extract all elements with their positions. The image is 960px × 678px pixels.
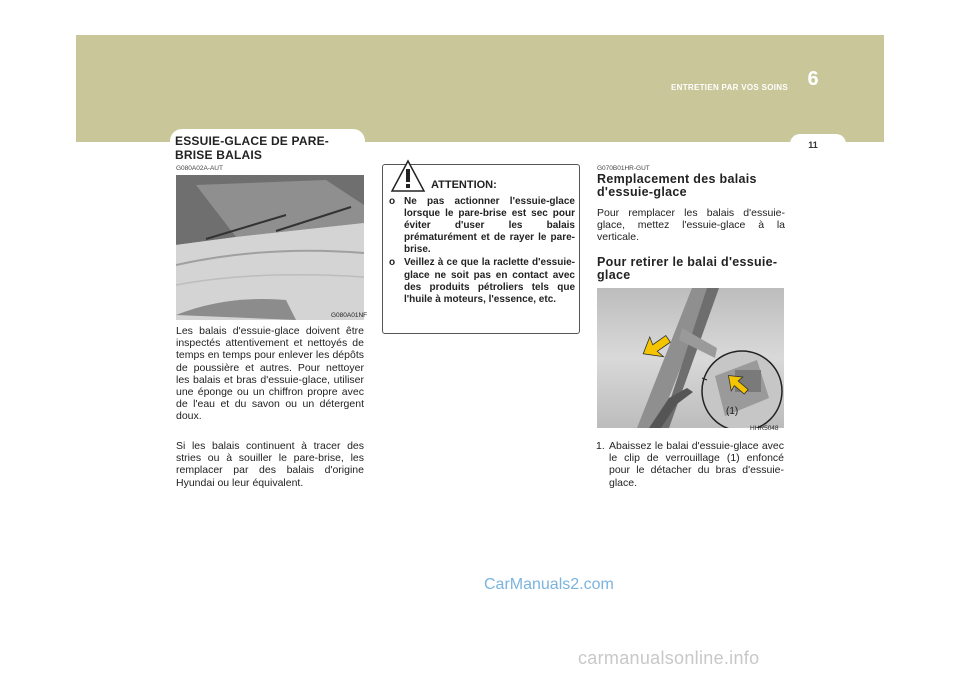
warning-title: ATTENTION:	[431, 179, 497, 191]
wiper-blade-illustration	[597, 288, 784, 428]
warning-box	[382, 164, 580, 334]
diagram-label: HHR5048	[750, 425, 779, 432]
step-item	[596, 440, 784, 489]
step-number: 1.	[596, 440, 605, 452]
page-number: 11	[808, 140, 818, 150]
warning-item: o Veillez à ce que la raclette d'essuie-glace ne soit pas en contact avec des produits pétroliers tels que l'huile à moteurs, l'essence, etc.	[389, 257, 575, 305]
replace-blades-heading: Remplacement des balais d'essuie-glace	[597, 172, 757, 199]
right-intro: Pour remplacer les balais d'essuie-glace, mettez l'essuie-glace à la verticale.	[597, 207, 785, 244]
warning-item: o Ne pas actionner l'essuie-glace lorsque le pare-brise est sec pour éviter d'user les balais prématurément et de rayer le pare-brise.	[389, 196, 575, 256]
windshield-photo	[176, 175, 364, 320]
car-hood-image	[176, 175, 364, 320]
right-ref-code: G070B01HR-GUT	[597, 165, 650, 172]
left-ref-code: G080A02A-AUT	[176, 165, 223, 172]
photo-label: G080A01NF	[331, 312, 368, 319]
step-text: Abaissez le balai d'essuie-glace avec le clip de verrouillage (1) enfoncé pour le détacher du bras d'essuie-glace.	[609, 440, 784, 489]
wiper-removal-diagram	[597, 288, 784, 428]
section-title: ESSUIE-GLACE DE PARE-BRISE BALAIS	[175, 134, 329, 162]
footer-watermark[interactable]: carmanualsonline.info	[578, 648, 760, 668]
left-paragraph-2: Si les balais continuent à tracer des stries ou à souiller le pare-brise, les remplacer par des balais d'origine Hyundai ou leur équivalent.	[176, 440, 364, 489]
watermark-link[interactable]: CarManuals2.com	[484, 576, 614, 593]
warning-triangle-icon	[390, 159, 426, 198]
left-paragraph-1: Les balais d'essuie-glace doivent être inspectés attentivement et nettoyés de temps en temps pour enlever les dépôts de poussière et autres. Pour nettoyer les balais et bras d'essuie-glace, utiliser une éponge ou un chiffron propre avec de l'eau et du savon ou un détergent doux.	[176, 325, 364, 423]
chapter-title: ENTRETIEN PAR VOS SOINS	[671, 83, 788, 92]
remove-blade-subheading: Pour retirer le balai d'essuie-glace	[597, 255, 778, 282]
warning-list	[389, 196, 575, 307]
diagram-callout: (1)	[726, 406, 739, 417]
chapter-number: 6	[807, 68, 819, 90]
